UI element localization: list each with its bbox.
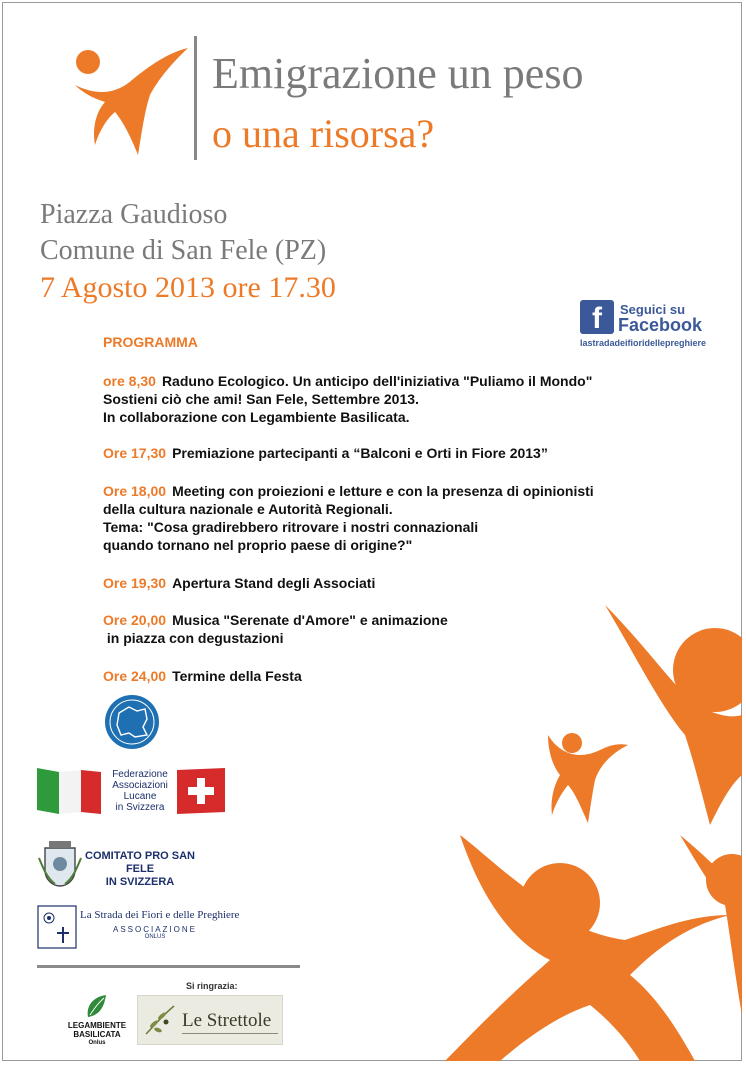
swiss-flag-icon xyxy=(177,768,225,814)
program-text: Apertura Stand degli Associati xyxy=(172,575,376,591)
italian-flag-icon xyxy=(37,766,101,816)
strettole-logo xyxy=(137,995,283,1045)
strada-onlus: ONLUS xyxy=(144,934,166,940)
legambiente-onlus: Onlus xyxy=(88,1040,106,1046)
facebook-badge[interactable] xyxy=(580,300,707,352)
strada-flower-cross-icon xyxy=(37,905,77,949)
strada-name: La Strada dei Fiori e delle Preghiere xyxy=(80,909,240,921)
facebook-label-1: Seguici su xyxy=(620,302,686,317)
title-divider xyxy=(194,36,197,160)
program-text: Termine della Festa xyxy=(172,668,302,684)
facebook-icon: f xyxy=(580,300,614,334)
program-text: Musica "Serenate d'Amore" e animazione xyxy=(172,612,448,628)
venue-line-2: Comune di San Fele (PZ) xyxy=(40,235,327,266)
program-text: Raduno Ecologico. Un anticipo dell'iniziativa "Puliamo il Mondo" xyxy=(161,373,593,389)
program-time: Ore 19,30 xyxy=(103,575,167,591)
federazione-text: Associazioni xyxy=(112,780,168,791)
program-text: Tema: "Cosa gradirebbero ritrovare i nostri connazionali xyxy=(103,519,479,535)
program-item-6 xyxy=(103,667,302,685)
programma-heading: PROGRAMMA xyxy=(103,334,198,350)
lucania-map-logo-icon xyxy=(103,693,161,751)
title-line-2: o una risorsa? xyxy=(212,111,435,156)
olive-branch-icon xyxy=(142,1002,178,1038)
program-time: ore 8,30 xyxy=(103,373,156,389)
program-text: quando tornano nel proprio paese di origine?" xyxy=(103,537,413,553)
decorative-figures-icon xyxy=(440,595,742,1061)
program-time: Ore 18,00 xyxy=(103,483,167,499)
program-time: Ore 24,00 xyxy=(103,668,167,684)
thanks-label: Si ringrazia: xyxy=(186,981,238,991)
footer-divider xyxy=(37,965,300,968)
strada-logo-text xyxy=(80,909,240,940)
comitato-text: IN SVIZZERA xyxy=(105,876,175,888)
program-item-5 xyxy=(103,611,448,647)
program-text: della cultura nazionale e Autorità Regionali. xyxy=(103,501,393,517)
federazione-logo xyxy=(37,766,227,816)
program-item-4 xyxy=(103,574,375,592)
orange-figure-logo-icon xyxy=(70,40,190,160)
program-item-1 xyxy=(103,372,592,426)
strettole-name: Le Strettole xyxy=(182,1010,272,1031)
program-item-3 xyxy=(103,482,594,554)
federazione-text: Lucane xyxy=(123,791,157,802)
event-date: 7 Agosto 2013 ore 17.30 xyxy=(40,271,336,304)
venue-line-1: Piazza Gaudioso xyxy=(40,199,228,230)
legambiente-leaf-icon xyxy=(84,993,110,1021)
title-line-1: Emigrazione un peso xyxy=(212,49,584,98)
legambiente-logo-text xyxy=(62,1021,132,1048)
legambiente-name: LEGAMBIENTE xyxy=(67,1021,127,1030)
program-text: In collaborazione con Legambiente Basilicata. xyxy=(103,409,410,425)
federazione-text: Federazione xyxy=(112,769,168,780)
strettole-tagline-line xyxy=(182,1033,278,1038)
federazione-text: in Svizzera xyxy=(115,802,165,813)
program-text: in piazza con degustazioni xyxy=(103,630,284,646)
san-fele-crest-icon xyxy=(37,838,83,888)
program-text: Premiazione partecipanti a “Balconi e Orti in Fiore 2013” xyxy=(172,445,548,461)
program-text: Meeting con proiezioni e letture e con la presenza di opinionisti xyxy=(172,483,594,499)
legambiente-region: BASILICATA xyxy=(73,1030,121,1039)
program-time: Ore 20,00 xyxy=(103,612,167,628)
program-item-2 xyxy=(103,444,548,462)
program-text: Sostieni ciò che ami! San Fele, Settembre 2013. xyxy=(103,391,419,407)
facebook-handle: lastradadeifioridellepreghiere xyxy=(580,338,707,348)
comitato-text: COMITATO PRO SAN FELE xyxy=(85,850,195,875)
program-time: Ore 17,30 xyxy=(103,445,167,461)
facebook-label-2: Facebook xyxy=(618,315,703,335)
strada-associazione: ASSOCIAZIONE xyxy=(112,925,197,934)
